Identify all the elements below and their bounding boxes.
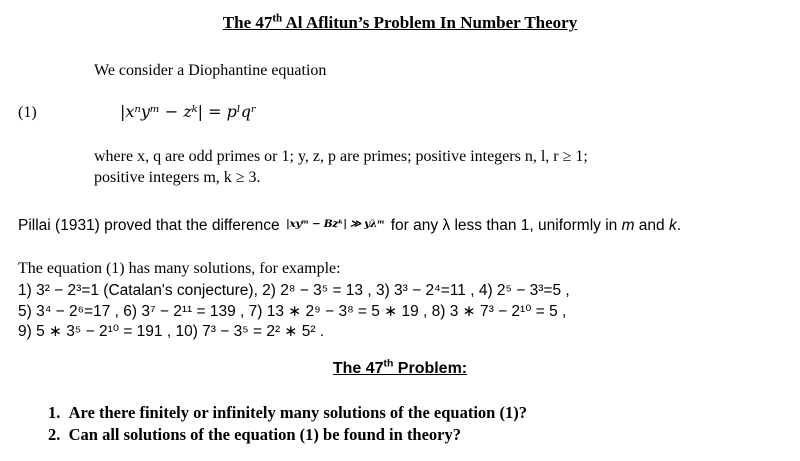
conditions-line-1: where x, q are odd primes or 1; y, z, p are primes; positive integers n, l, r ≥ 1; [94, 148, 588, 165]
equation-number: (1) [18, 104, 37, 121]
question-text: Can all solutions of the equation (1) be found in theory? [68, 425, 462, 444]
question-number: 1. [48, 403, 61, 422]
equation-rhs: pˡqʳ [226, 102, 257, 121]
question-number: 2. [48, 425, 61, 444]
equation-formula [120, 102, 256, 121]
conditions-line-2: positive integers m, k ≥ 3. [94, 169, 261, 186]
equation-lhs: |xⁿyᵐ − zᵏ| = [120, 102, 227, 121]
question-2 [48, 425, 461, 445]
pillai-formula: |xyᵐ − Bzᵏ| ≫ yλᵐ [285, 218, 385, 230]
problem-heading: The 47th Problem: [332, 358, 468, 377]
solutions-intro: The equation (1) has many solutions, for example: [18, 260, 341, 277]
question-text: Are there finitely or infinitely many solutions of the equation (1)? [68, 403, 527, 422]
solutions-line-2: 5) 3⁴ − 2⁶=17 , 6) 3⁷ − 2¹¹ = 139 , 7) 13 ∗ 2⁹ − 3⁸ = 5 ∗ 19 , 8) 3 ∗ 7³ − 2¹⁰ = 5 , [18, 303, 567, 320]
question-1 [48, 403, 527, 423]
page-title: The 47th Al Aflitun’s Problem In Number Theory [222, 12, 578, 32]
pillai-statement: Pillai (1931) proved that the difference |xyᵐ − Bzᵏ| ≫ yλᵐ for any λ less than 1, uniformly in m and k. [18, 217, 682, 234]
intro-text: We consider a Diophantine equation [94, 62, 327, 79]
solutions-line-1: 1) 3² − 2³=1 (Catalan's conjecture), 2) 2⁸ − 3⁵ = 13 , 3) 3³ − 2⁴=11 , 4) 2⁵ − 3³=5 , [18, 282, 570, 299]
solutions-line-3: 9) 5 ∗ 3⁵ − 2¹⁰ = 191 , 10) 7³ − 3⁵ = 2² ∗ 5² . [18, 323, 325, 340]
